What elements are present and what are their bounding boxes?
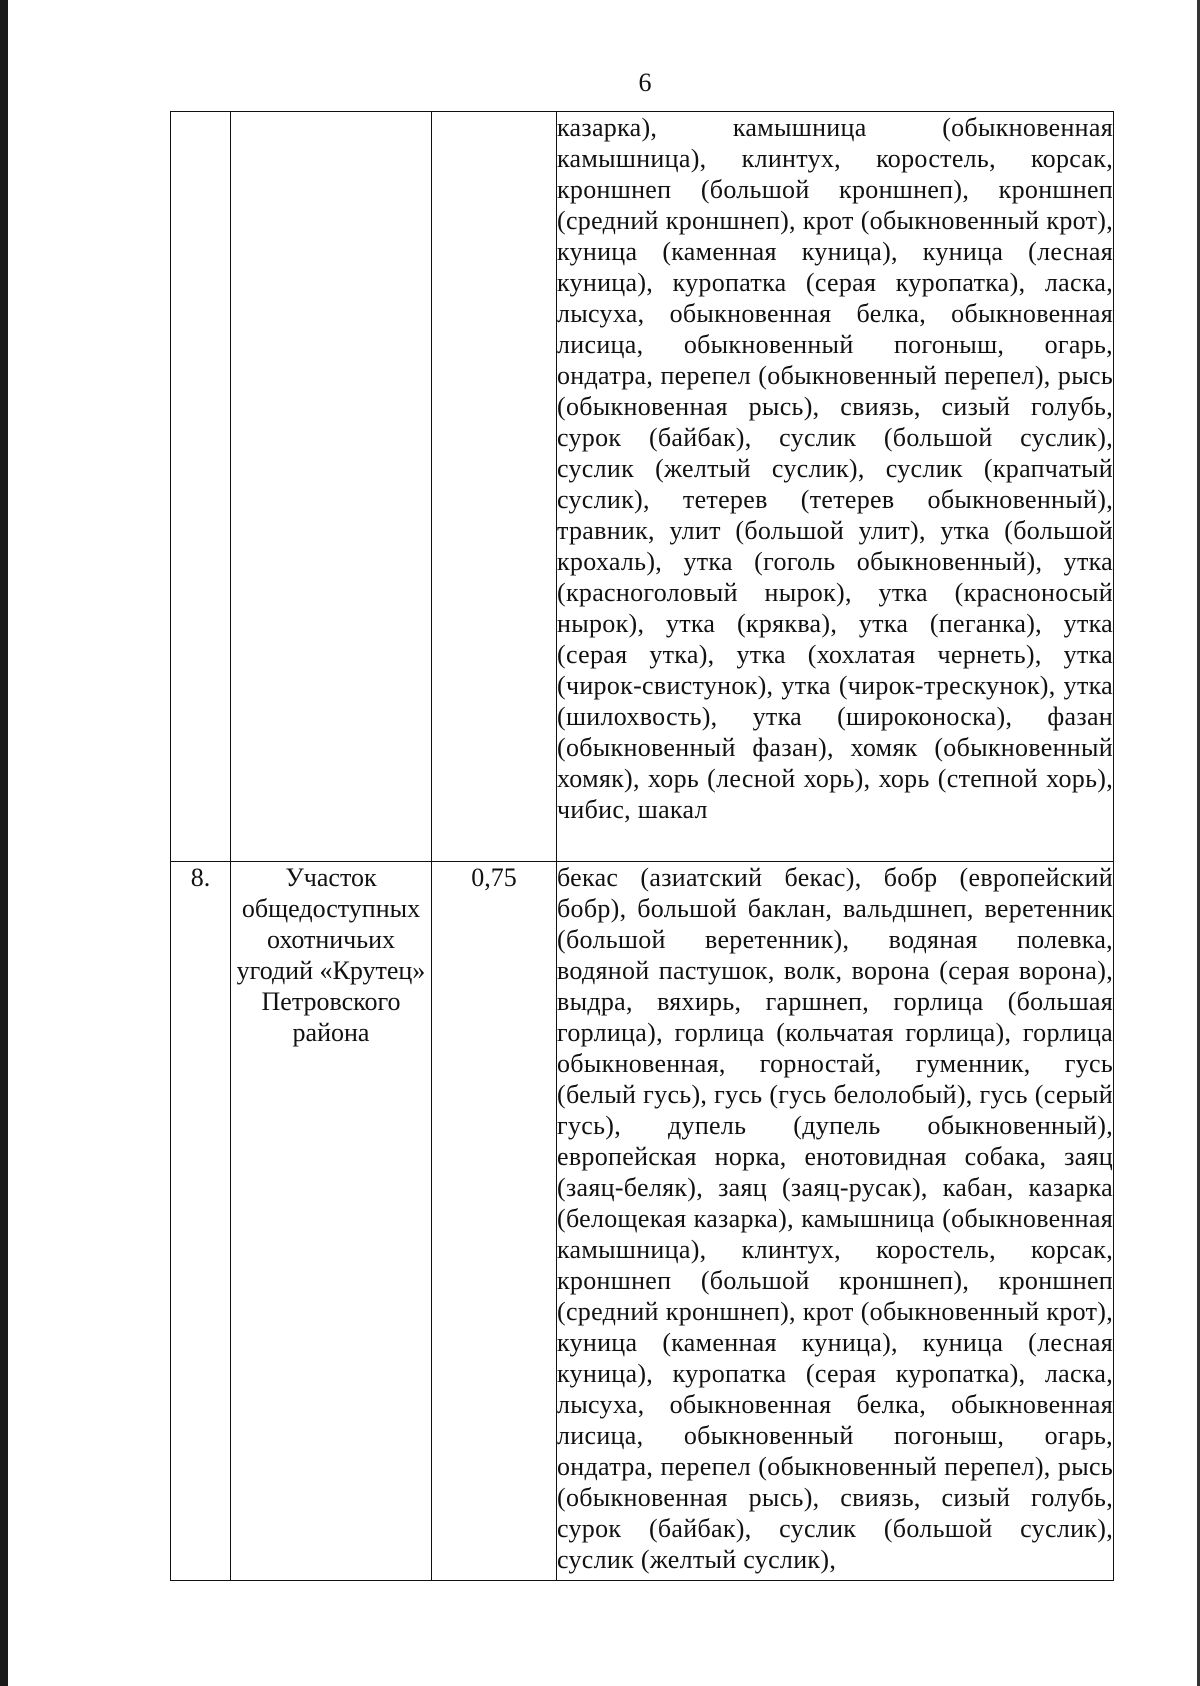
table-row (171, 862, 1114, 1581)
table-row (171, 112, 1114, 862)
scan-border-left (0, 0, 8, 1686)
species-list-cell: казарка), камышница (обыкновенная камышница), клинтух, коростель, корсак, кроншнеп (большой кроншнеп), кроншнеп (средний кроншнеп), крот (обыкновенный крот), куница (каменная куница), куница (лесная куница), куропатка (серая куропатка), ласка, лысуха, обыкновенная белка, обыкновенная лисица, обыкновенный погоныш, огарь, ондатра, перепел (обыкновенный перепел), рысь (обыкновенная рысь), свиязь, сизый голубь, сурок (байбак), суслик (большой суслик), суслик (желтый суслик), суслик (крапчатый суслик), тетерев (тетерев обыкновенный), травник, улит (большой улит), утка (большой крохаль), утка (гоголь обыкновенный), утка (красноголовый нырок), утка (красноносый нырок), утка (кряква), утка (пеганка), утка (серая утка), утка (хохлатая чернеть), утка (чирок-свистунок), утка (чирок-трескунок), утка (шилохвость), утка (широконоска), фазан (обыкновенный фазан), хомяк (обыкновенный хомяк), хорь (лесной хорь), хорь (степной хорь), чибис, шакал (557, 112, 1114, 862)
row-number-cell (171, 112, 231, 862)
area-value-cell (432, 112, 557, 862)
species-list-cell: бекас (азиатский бекас), бобр (европейский бобр), большой баклан, вальдшнеп, веретенник (большой веретенник), водяная полевка, водяной пастушок, волк, ворона (серая ворона), выдра, вяхирь, гаршнеп, горлица (большая горлица), горлица (кольчатая горлица), горлица обыкновенная, горностай, гуменник, гусь (белый гусь), гусь (гусь белолобый), гусь (серый гусь), дупель (дупель обыкновенный), европейская норка, енотовидная собака, заяц (заяц-беляк), заяц (заяц-русак), кабан, казарка (белощекая казарка), камышница (обыкновенная камышница), клинтух, коростель, корсак, кроншнеп (большой кроншнеп), кроншнеп (средний кроншнеп), крот (обыкновенный крот), куница (каменная куница), куница (лесная куница), куропатка (серая куропатка), ласка, лысуха, обыкновенная белка, обыкновенная лисица, обыкновенный погоныш, огарь, ондатра, перепел (обыкновенный перепел), рысь (обыкновенная рысь), свиязь, сизый голубь, сурок (байбак), суслик (большой суслик), суслик (желтый суслик), (557, 862, 1114, 1581)
area-value-cell: 0,75 (432, 862, 557, 1581)
ground-name-cell: Участок общедоступных охотничьих угодий «Крутец» Петровского района (231, 862, 432, 1581)
ground-name-cell (231, 112, 432, 862)
page-number: 6 (638, 68, 652, 97)
hunting-grounds-table (170, 111, 1114, 1581)
row-number-cell: 8. (171, 862, 231, 1581)
